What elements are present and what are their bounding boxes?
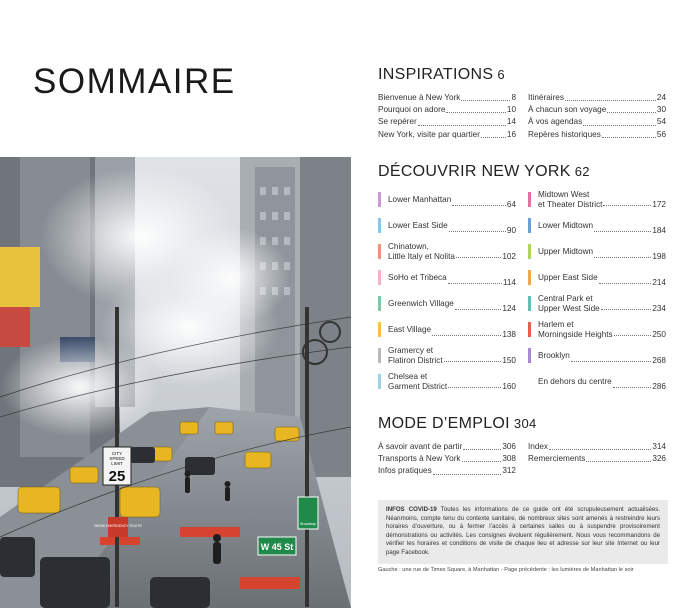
district-label-line1: Upper Midtown [538, 247, 594, 257]
toc-entry-page: 326 [652, 454, 666, 464]
district-entry [528, 189, 666, 211]
toc-dot-leader [549, 449, 651, 450]
speed-limit-sign [103, 447, 131, 485]
toc-dot-leader [603, 205, 651, 206]
district-label [538, 221, 593, 231]
district-label-line1: Chelsea et [388, 372, 428, 382]
toc-entry-label: Bienvenue à New York [378, 93, 461, 102]
toc-entry-page: 312 [502, 466, 516, 476]
district-page: 138 [502, 330, 516, 339]
toc-dot-leader [463, 449, 501, 450]
district-entry [528, 293, 666, 315]
covid-info-box [378, 500, 668, 564]
district-label-line1: Midtown West [538, 190, 590, 200]
toc-entry [528, 129, 666, 141]
district-label-line1: Lower Manhattan [388, 195, 452, 205]
section-heading [378, 66, 668, 84]
toc-dot-leader [448, 387, 501, 388]
toc-entry [378, 129, 516, 141]
district-page: 198 [652, 252, 666, 261]
covid-label: INFOS COVID-19 [386, 506, 437, 513]
district-page: 184 [652, 226, 666, 235]
toc-dot-leader [586, 461, 651, 462]
district-page: 268 [652, 356, 666, 365]
district-label-line2: Little Italy et Nolita [388, 252, 455, 261]
district-page: 150 [502, 356, 516, 365]
district-label-line2: Upper West Side [538, 304, 600, 313]
district-page: 124 [502, 304, 516, 313]
district-color-bar [378, 270, 381, 285]
toc-entry-page: 306 [502, 442, 516, 451]
district-label-line2: Garment District [388, 382, 448, 391]
toc-dot-leader [444, 361, 502, 362]
toc-entry [378, 104, 516, 116]
page-title: SOMMAIRE [33, 62, 236, 101]
district-label [388, 273, 447, 283]
district-label [388, 242, 455, 261]
toc-dot-leader [455, 309, 501, 310]
district-label [538, 247, 593, 257]
district-color-bar [378, 374, 381, 389]
district-entry [528, 319, 666, 341]
district-entry [378, 189, 516, 211]
toc-dot-leader [599, 283, 652, 284]
section-heading [378, 163, 668, 181]
street-sign [258, 537, 296, 555]
district-label-line1: Greenwich Village [388, 299, 454, 309]
section-heading-text: MODE D’EMPLOI [378, 415, 510, 432]
district-page: 90 [506, 226, 516, 235]
district-color-bar [528, 322, 531, 337]
sign-speed-value: 25 [108, 468, 126, 485]
district-label [388, 299, 454, 309]
district-label [538, 294, 600, 313]
district-label-line1: Central Park et [538, 294, 593, 304]
district-label [538, 351, 570, 361]
section-heading-text: DÉCOUVRIR NEW YORK [378, 163, 571, 180]
section-decouvrir [378, 163, 668, 399]
toc-dot-leader [614, 335, 652, 336]
toc-entry [378, 116, 516, 128]
toc-dot-leader [613, 387, 652, 388]
toc-dot-leader [452, 205, 506, 206]
toc-dot-leader [449, 231, 506, 232]
section-inspirations [378, 66, 668, 144]
district-entry [528, 215, 666, 237]
photo-caption: Gauche : une rue de Times Square, à Manhattan - Page précédente : les lumières de Manhattan le soir [378, 567, 634, 573]
toc-dot-leader [583, 125, 656, 126]
district-page: 286 [652, 382, 666, 391]
sign-speed-text: SPEED [109, 456, 125, 461]
toc-entry [378, 465, 516, 477]
toc-entry-label: Infos pratiques [378, 466, 432, 476]
toc-entry-label: À chacun son voyage [528, 105, 607, 115]
district-label-line2: Flatiron District [388, 356, 443, 365]
district-entry [378, 371, 516, 393]
toc-entry-page: 14 [506, 117, 516, 127]
district-entry [528, 241, 666, 263]
section-heading [378, 415, 668, 433]
toc-entry-label: À vos agendas [528, 117, 583, 127]
district-label [388, 221, 448, 231]
district-label-line1: Lower Midtown [538, 221, 594, 231]
district-label [388, 325, 431, 335]
district-label [538, 320, 613, 339]
toc-dot-leader [601, 309, 652, 310]
district-entry [378, 241, 516, 263]
district-entry [378, 345, 516, 367]
toc-dot-leader [571, 361, 651, 362]
district-color-bar [528, 192, 531, 207]
district-label-line1: Lower East Side [388, 221, 448, 231]
toc-dot-leader [462, 461, 502, 462]
covid-text: Toutes les informations de ce guide ont été scrupuleusement actualisées. Néanmoins, compte tenu du contexte sanitaire, de nombreux sites sont amenés à restreindre leurs horaires d’ouverture, ou à fermer l’accès à certaines salles ou à suspendre provisoirement démonstrations ou activités. Les consignes évoluent régulièrement. Nous vous recommandons de vérifier les horaires et conditions de visite de chaque lieu et adresse sur leur site Internet ou leur page Facebook. [386, 506, 661, 556]
district-label-line1: Upper East Side [538, 273, 598, 283]
district-page: 214 [652, 278, 666, 287]
toc-dot-leader [418, 125, 506, 126]
section-heading-page: 304 [513, 416, 537, 431]
toc-entry-label: Se repérer [378, 117, 417, 127]
toc-entry-page: 8 [511, 93, 516, 102]
toc-entry [528, 104, 666, 116]
district-page: 160 [502, 382, 516, 391]
toc-dot-leader [446, 112, 506, 113]
toc-entry-page: 308 [502, 454, 516, 464]
toc-entry-label: New York, visite par quartier [378, 129, 480, 139]
district-label-line1: En dehors du centre [538, 377, 612, 387]
snow-route-sign: SNOW EMERGENCY ROUTE [94, 524, 142, 528]
district-color-bar [528, 374, 531, 389]
toc-entry-label: Repères historiques [528, 129, 601, 139]
district-page: 102 [502, 252, 516, 261]
district-label-line1: SoHo et Tribeca [388, 273, 447, 283]
toc-entry-label: Index [528, 442, 549, 451]
district-label [538, 273, 598, 283]
district-label [538, 377, 612, 387]
district-page: 250 [652, 330, 666, 339]
district-label-line1: East Village [388, 325, 432, 335]
district-entry [528, 345, 666, 367]
toc-dot-leader [602, 137, 656, 138]
times-square-photo [0, 157, 351, 608]
district-entry [528, 371, 666, 393]
toc-entry-label: Remerciements [528, 454, 586, 464]
toc-entry-label: À savoir avant de partir [378, 442, 463, 451]
district-page: 234 [652, 304, 666, 313]
district-color-bar [378, 218, 381, 233]
toc-dot-leader [432, 335, 501, 336]
section-heading-text: INSPIRATIONS [378, 66, 494, 83]
district-page: 64 [506, 200, 516, 209]
toc-entry-label: Itinéraires [528, 93, 564, 102]
district-label-line1: Gramercy et [388, 346, 434, 356]
toc-dot-leader [594, 257, 651, 258]
district-label-line1: Harlem et [538, 320, 574, 330]
toc-dot-leader [433, 474, 502, 475]
toc-dot-leader [607, 112, 656, 113]
district-label-line1: Chinatown, [388, 242, 429, 252]
district-color-bar [528, 348, 531, 363]
toc-entry-page: 314 [652, 442, 666, 451]
toc-entry [378, 441, 516, 453]
toc-entry-page: 10 [506, 105, 516, 115]
toc-entry-label: Pourquoi on adore [378, 105, 446, 115]
district-label-line2: Morningside Heights [538, 330, 613, 339]
district-page: 172 [652, 200, 666, 209]
sign-limit-text: LIMIT [111, 461, 123, 466]
district-label [388, 346, 443, 365]
toc-dot-leader [565, 100, 656, 101]
district-color-bar [378, 244, 381, 259]
district-color-bar [528, 296, 531, 311]
district-entry [378, 267, 516, 289]
district-color-bar [528, 218, 531, 233]
district-color-bar [528, 270, 531, 285]
toc-dot-leader [461, 100, 510, 101]
section-mode-emploi [378, 415, 668, 481]
broadway-sign-text: Broadway [300, 522, 316, 526]
district-label-line1: Brooklyn [538, 351, 570, 361]
toc-entry [378, 453, 516, 465]
district-entry [378, 319, 516, 341]
district-label-line2: et Theater District [538, 200, 603, 209]
toc-dot-leader [594, 231, 651, 232]
district-page: 114 [502, 278, 516, 287]
toc-entry-label: Transports à New York [378, 454, 461, 464]
toc-entry-page: 30 [656, 105, 666, 115]
toc-dot-leader [481, 137, 506, 138]
district-entry [378, 293, 516, 315]
district-color-bar [378, 322, 381, 337]
district-color-bar [378, 296, 381, 311]
section-heading-page: 6 [497, 67, 505, 82]
toc-entry [378, 92, 516, 104]
sign-city-text: CITY [111, 451, 123, 456]
street-sign-text: W 45 St [260, 542, 294, 552]
toc-entry [528, 441, 666, 453]
toc-entry [528, 92, 666, 104]
district-color-bar [378, 348, 381, 363]
section-heading-page: 62 [574, 164, 590, 179]
toc-dot-leader [448, 283, 502, 284]
toc-dot-leader [456, 257, 501, 258]
district-color-bar [528, 244, 531, 259]
toc-entry-page: 16 [506, 129, 516, 139]
district-label [388, 195, 451, 205]
toc-entry [528, 453, 666, 465]
toc-entry-page: 56 [656, 129, 666, 139]
toc-entry-page: 54 [656, 117, 666, 127]
district-entry [378, 215, 516, 237]
toc-entry [528, 116, 666, 128]
toc-entry-page: 24 [656, 93, 666, 102]
district-label [538, 190, 602, 209]
district-color-bar [378, 192, 381, 207]
district-entry [528, 267, 666, 289]
district-label [388, 372, 447, 391]
